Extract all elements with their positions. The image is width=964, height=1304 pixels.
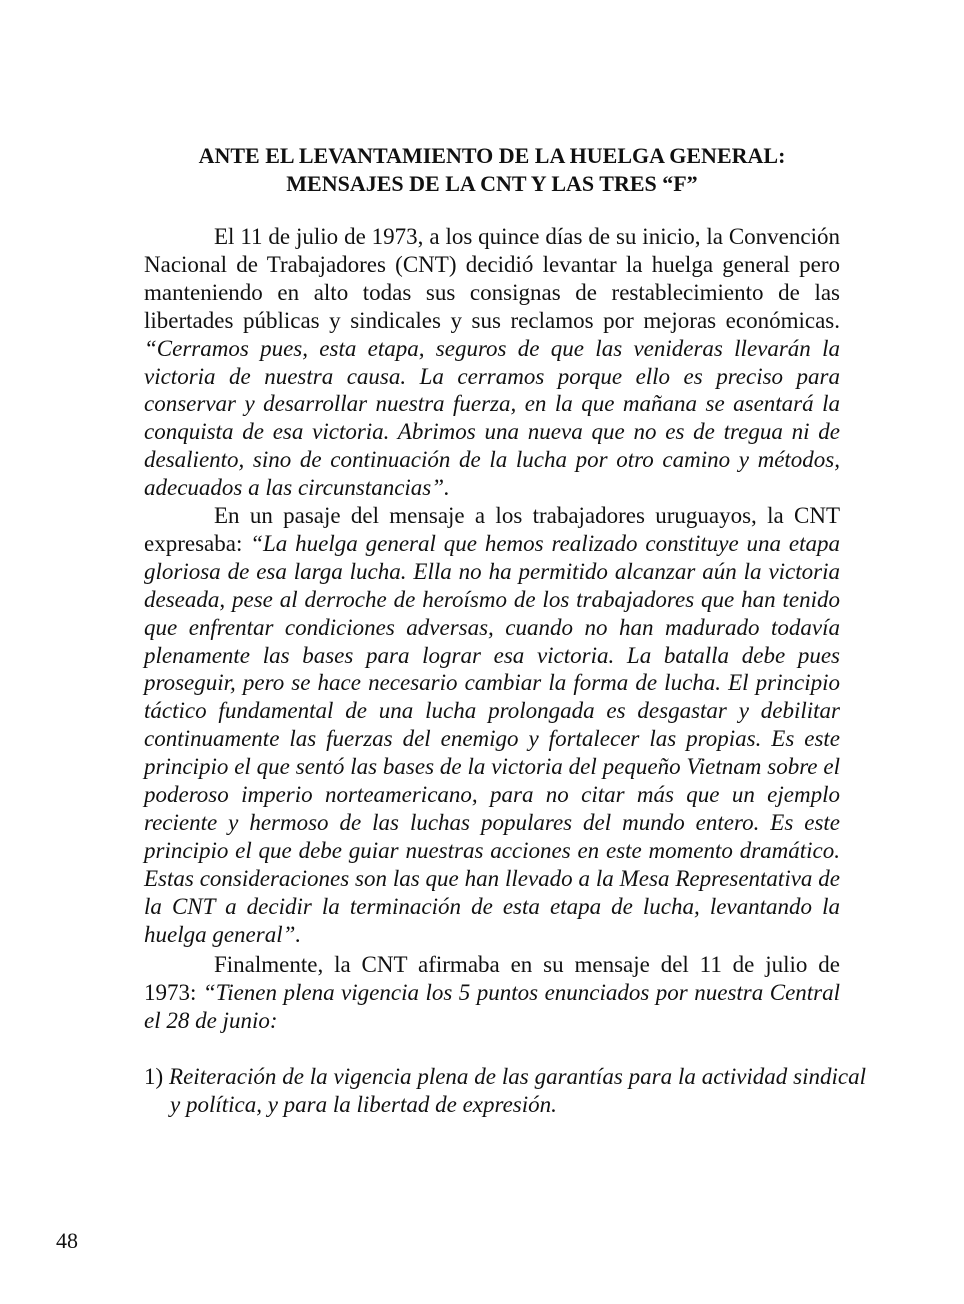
- paragraph-2: [144, 502, 840, 949]
- list-item-text: Reiteración de la vigencia plena de las garantías para la actividad sindical y política, y para la libertad de expresión.: [169, 1064, 867, 1117]
- paragraph-1: [144, 223, 840, 502]
- paragraph-1-quote: “Cerramos pues, esta etapa, seguros de que las venideras llevarán la victoria de nuestra causa. La cerramos porque ello es preciso para conservar y desarrollar nuestra fuerza, en la que mañana se asentará la conquista de esa victoria. Abrimos una nueva que no es de tregua ni de desaliento, sino de continuación de la lucha por otro camino y métodos, adecuados a las circunstancias”.: [144, 335, 840, 501]
- list-item: [144, 1063, 866, 1119]
- list-item-number: 1): [144, 1064, 164, 1089]
- title-line-2: MENSAJES DE LA CNT Y LAS TRES “F”: [286, 171, 698, 196]
- paragraph-2-quote: “La huelga general que hemos realizado constituye una etapa gloriosa de esa larga lucha. Ella no ha permitido alcanzar aún la victoria deseada, pese al derroche de heroísmo de los trabajadores que han tenido que enfrentar condiciones adversas, cuando no han madurado todavía plenamente las bases para lograr esa victoria. La batalla debe pues proseguir, pero se hace necesario cambiar la forma de lucha. El principio táctico fundamental de una lucha prolongada es desgastar y debilitar continuamente las fuerzas del enemigo y fortalecer las propias. Es este principio el que sentó las bases de la victoria del pequeño Vietnam sobre el poderoso imperio norteamericano, para no citar más que un ejemplo reciente y hermoso de las luchas populares del mundo entero. Es este principio el que debe guiar nuestras acciones en este momento dramático. Estas consideraciones son las que han llevado a la Mesa Representativa de la CNT a decidir la terminación de esta etapa de lucha, levantando la huelga general”.: [144, 530, 840, 947]
- page-number: 48: [56, 1228, 78, 1253]
- paragraph-3-text: Finalmente, la CNT afirmaba en su mensaje del 11 de julio de 1973:: [144, 952, 840, 1005]
- paragraph-2-text: En un pasaje del mensaje a los trabajadores uruguayos, la CNT expresaba:: [144, 503, 840, 556]
- paragraph-3-quote: “Tienen plena vigencia los 5 puntos enunciados por nuestra Central el 28 de junio:: [144, 979, 841, 1033]
- page-title: [144, 142, 840, 198]
- paragraph-1-text: El 11 de julio de 1973, a los quince días de su inicio, la Convención Nacional de Trabajadores (CNT) decidió levantar la huelga general pero manteniendo en alto todas sus consignas de restablecimiento de las libertades públicas y sindicales y sus reclamos por mejoras económicas.: [144, 224, 840, 333]
- title-line-1: ANTE EL LEVANTAMIENTO DE LA HUELGA GENERAL:: [198, 143, 786, 168]
- paragraph-3: [144, 951, 840, 1035]
